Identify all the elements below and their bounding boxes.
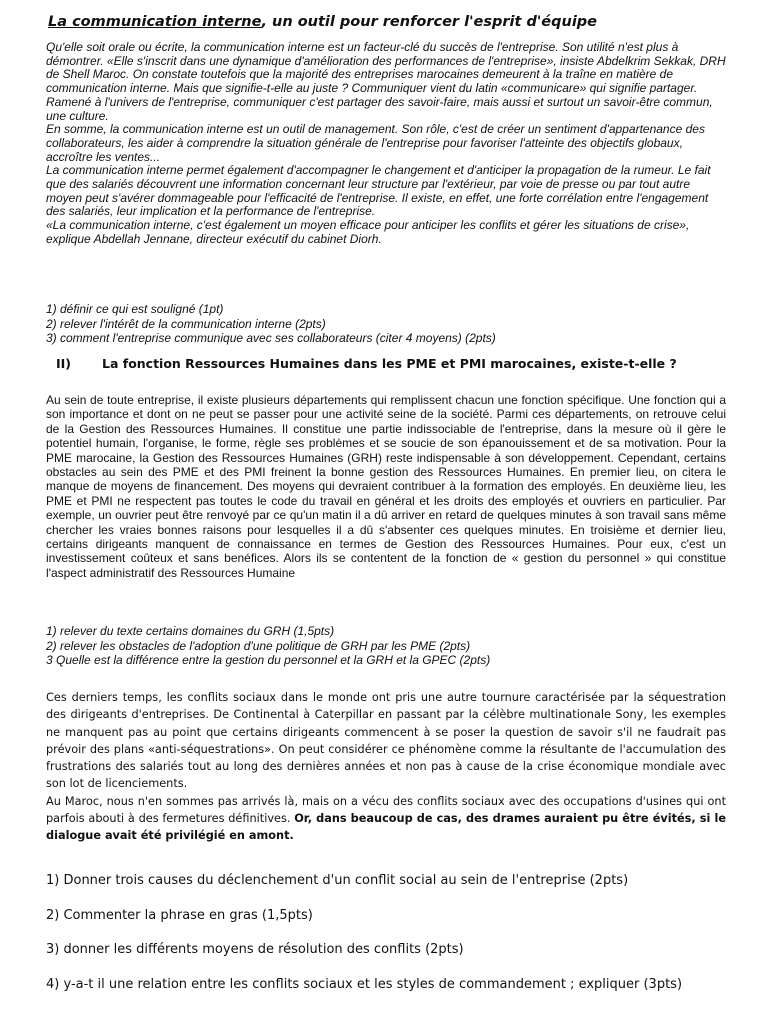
section2-heading — [56, 356, 746, 372]
question-item: 3) comment l'entreprise communique avec ses collaborateurs (citer 4 moyens) (2pts) — [46, 331, 496, 345]
question-item: 4) y-a-t il une relation entre les conflits sociaux et les styles de commandement ; expliquer (3pts) — [46, 977, 683, 992]
section1-text — [46, 41, 726, 247]
section1-questions — [46, 302, 726, 346]
section1-title-underlined: La communication interne — [48, 14, 262, 30]
question-item: 3) donner les différents moyens de résolution des conflits (2pts) — [46, 942, 464, 957]
section3-paragraph — [46, 793, 726, 845]
question-item: 2) relever les obstacles de l'adoption d'une politique de GRH par les PME (2pts) — [46, 638, 471, 653]
section3-paragraph: Ces derniers temps, les conflits sociaux dans le monde ont pris une autre tournure caractérisée par la séquestration des dirigeants d'entreprises. De Continental à Caterpillar en passant par la célèbre multinationale Sony, les exemples ne manquent pas au point que certains dirigeants commencent à se poser la question de savoir s'il ne faudrait pas prévoir des plans «anti-séquestrations». On peut considérer ce phénomène comme la résultante de l'accumulation des frustrations des salariés tout au long des dernières années et non pas à cause de la crise économique mondiale avec son lot de licenciements. — [46, 691, 726, 791]
section1-paragraph: En somme, la communication interne est un outil de management. Son rôle, c'est de créer un sentiment d'appartenance des collaborateurs, les aider à comprendre la situation générale de l'entreprise pour favoriser l'atteinte des objectifs globaux, accroître les ventes... — [46, 122, 705, 164]
question-item: 1) définir ce qui est souligné (1pt) — [46, 302, 224, 316]
section3-bold-sentence: Or, dans beaucoup de cas, des drames auraient pu être évités, si le dialogue avait été privilégié en amont. — [46, 812, 726, 843]
section2-questions — [46, 624, 726, 668]
section1-title-rest: , un outil pour renforcer l'esprit d'équipe — [261, 14, 598, 30]
question-item: 2) relever l'intérêt de la communication interne (2pts) — [46, 316, 326, 331]
section2-paragraph: Au sein de toute entreprise, il existe plusieurs départements qui remplissent chacun une fonction spécifique. Une fonction qui a son importance et dont on ne peut se passer pour une activité seine de la société. Parmi ces départements, on retrouve celui de la Gestion des Ressources Humaines. Il constitue une partie indissociable de l'entreprise, dans la mesure où il gère le potentiel humain, l'organise, le forme, règle ses problèmes et se soucie de son épanouissement et de sa motivation. Pour la PME marocaine, la Gestion des Ressources Humaines (GRH) reste indispensable à son développement. Cependant, certains obstacles au sein des PME et des PMI freinent la bonne gestion des Ressources Humaines. En premier lieu, on citera le manque de moyens de financement. Des moyens qui devraient contribuer à la formation des employés. En deuxième lieu, les PME et PMI ne respectent pas toutes le code du travail en général et les droits des employés et ouvriers en particulier. Par exemple, un ouvrier peut être renvoyé par ce qu'un matin il a dû arriver en retard de quelques minutes à son travail sans même chercher les vraies bonnes raisons pour lesquelles il a dû s'absenter ces quelques minutes. En troisième et dernier lieu, certains dirigeants manquent de connaissance en termes de Gestion des Ressources Humaines. Pour eux, c'est un investissement coûteux et sans benéfices. Alors ils se contentent de la fonction de « gestion du personnel » qui constitue l'aspect administratif des Ressources Humaine — [46, 393, 726, 580]
section2-heading-text: La fonction Ressources Humaines dans les PME et PMI marocaines, existe-t-elle ? — [102, 356, 677, 371]
question-item: 1) relever du texte certains domaines du GRH (1,5pts) — [46, 624, 335, 638]
question-item: 1) Donner trois causes du déclenchement d'un conflit social au sein de l'entreprise (2pts) — [46, 873, 629, 888]
section1-paragraph: La communication interne permet également d'accompagner le changement et d'anticiper la propagation de la rumeur. Le fait que des salariés découvrent une information concernant leur structure par l'extérieur, par voie de presse ou par tout autre moyen peut s'avérer dommageable pour l'efficacité de l'entreprise. Il existe, en effet, une forte corrélation entre l'engagement des salariés, leur implication et la performance de l'entreprise. — [46, 163, 711, 219]
section3-text — [46, 689, 726, 845]
section1-paragraph: Qu'elle soit orale ou écrite, la communication interne est un facteur-clé du succès de l'entreprise. Son utilité n'est plus à démontrer. «Elle s'inscrit dans une dynamique d'amélioration des performances de l'entreprise», insiste Abdelkrim Sekkak, DRH de Shell Maroc. On constate toutefois que la majorité des entreprises marocaines demeurent à la traîne en matière de communication interne. Mais que signifie-t-elle au juste ? Communiquer vient du latin «communicare» qui signifie partager. Ramené à l'univers de l'entreprise, communiquer c'est partager des savoir-faire, mais aussi et surtout un savoir-être commun, une culture. — [46, 40, 726, 123]
question-item: 3 Quelle est la différence entre la gestion du personnel et la GRH et la GPEC (2pts) — [46, 653, 491, 667]
section3-paragraph-normal: Au Maroc, nous n'en sommes pas arrivés là, mais on a vécu des conflits sociaux avec des occupations d'usines qui ont parfois abouti à des fermetures définitives. — [46, 794, 726, 826]
section1-paragraph: «La communication interne, c'est également un moyen efficace pour anticiper les conflits et gérer les situations de crise», explique Abdellah Jennane, directeur exécutif du cabinet Diorh. — [46, 218, 690, 246]
question-item: 2) Commenter la phrase en gras (1,5pts) — [46, 908, 313, 923]
section1-title — [48, 12, 738, 32]
section2-number: II) — [56, 356, 72, 371]
